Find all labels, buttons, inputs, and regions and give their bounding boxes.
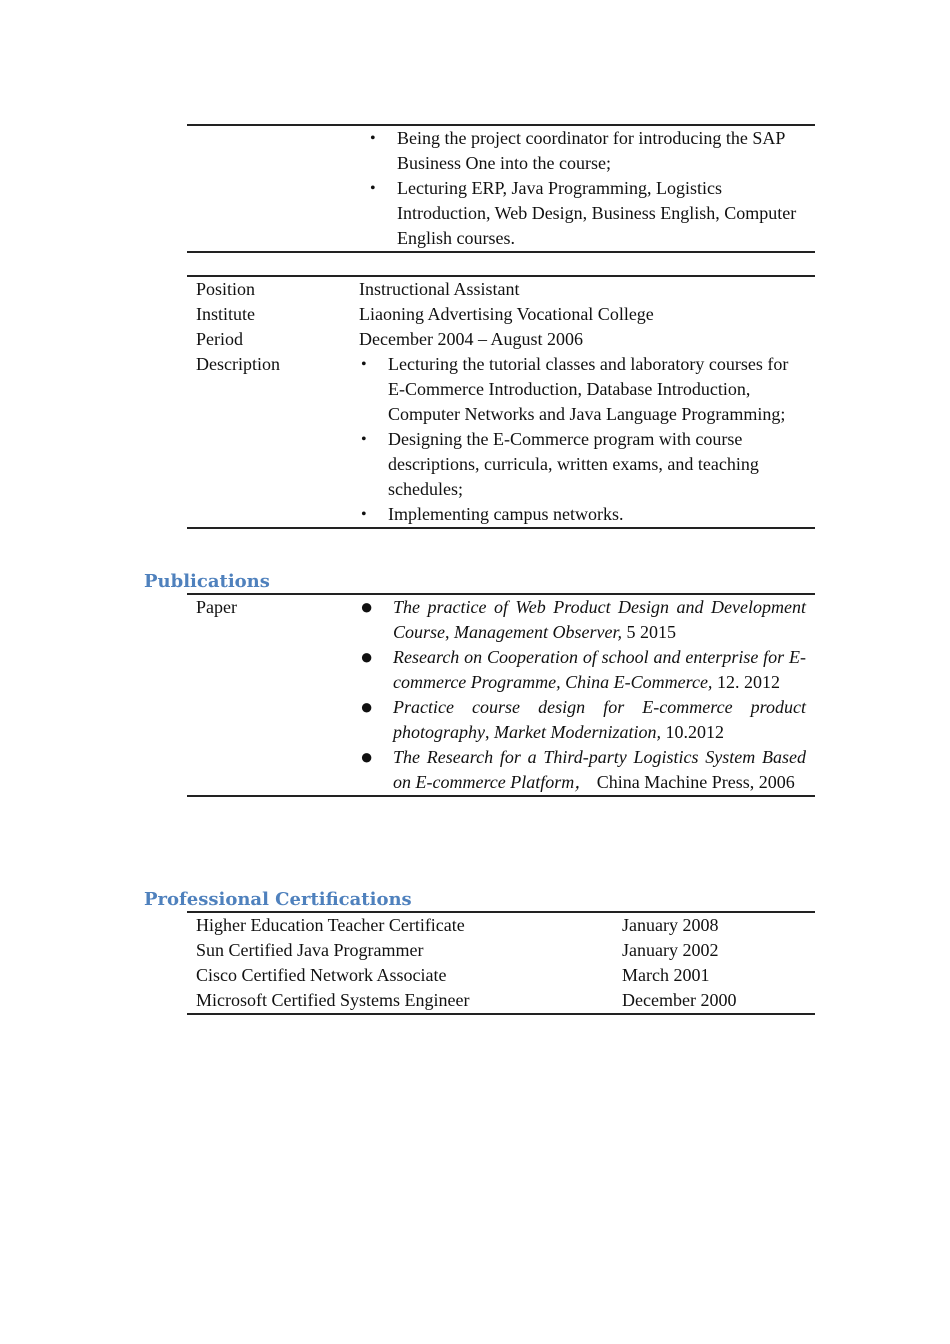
table-row [187,938,815,963]
empty-label-cell [187,126,359,251]
list-item: • Being the project coordinator for introducing the SAP Business One into the course; [370,128,785,173]
table-row [187,963,815,988]
description-list [359,352,806,527]
cert-date: December 2000 [622,990,737,1010]
institute-value: Liaoning Advertising Vocational College [359,304,654,324]
cert-name: Cisco Certified Network Associate [196,965,447,985]
list-item: ● Research on Cooperation of school and enterprise for E-commerce Programme, China E-Commerce, 12. 2012 [360,644,806,692]
publications-list [359,595,806,795]
institute-label: Institute [196,304,255,324]
bullet-icon: ● [360,594,374,619]
cert-name: Higher Education Teacher Certificate [196,915,465,935]
bullet-icon: ● [360,694,374,719]
description-label: Description [196,354,280,374]
bullet-icon: • [361,431,367,448]
position-value: Instructional Assistant [359,279,520,299]
position-label: Position [196,279,256,299]
bullet-icon: ● [360,644,374,669]
period-label: Period [196,329,243,349]
list-item: • Designing the E-Commerce program with course descriptions, curricula, written exams, and teaching schedules; [361,429,759,499]
cert-name: Sun Certified Java Programmer [196,940,424,960]
certifications-heading: Professional Certifications [144,889,412,910]
list-item: ● The practice of Web Product Design and Development Course, Management Observer, 5 2015 [360,594,806,642]
publications-block [187,593,815,797]
cert-date: January 2008 [622,915,719,935]
paper-label: Paper [196,597,237,617]
bullet-icon: ● [360,744,374,769]
cert-date: January 2002 [622,940,719,960]
description-list [368,126,806,251]
list-item: ● Practice course design for E-commerce product photography, Market Modernization, 10.2012 [360,694,806,742]
list-item: • Lecturing the tutorial classes and laboratory courses for E-Commerce Introduction, Database Introduction, Computer Networks and Java Language Programming; [361,354,789,424]
list-item: • Implementing campus networks. [359,502,806,527]
cert-date: March 2001 [622,965,710,985]
bullet-icon: • [361,506,367,523]
publications-heading: Publications [144,571,270,592]
position-block-continued [187,124,815,253]
certifications-block [187,911,815,1015]
cert-name: Microsoft Certified Systems Engineer [196,990,470,1010]
table-row [187,913,815,938]
list-item: ● The Research for a Third-party Logistics System Based on E-commerce Platform， China Machine Press, 2006 [360,744,806,792]
bullet-icon: • [370,180,376,197]
table-row [187,988,815,1013]
list-item: • Lecturing ERP, Java Programming, Logistics Introduction, Web Design, Business English, Computer English courses. [370,178,797,248]
bullet-icon: • [361,356,367,373]
period-value: December 2004 – August 2006 [359,329,583,349]
position-block [187,275,815,529]
bullet-icon: • [370,130,376,147]
